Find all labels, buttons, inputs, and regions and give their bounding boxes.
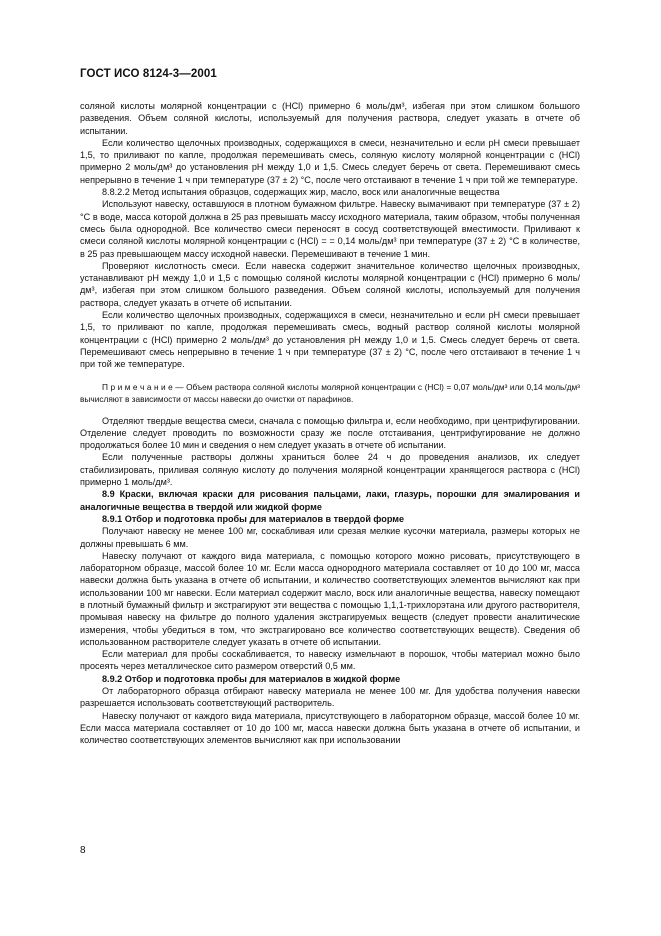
page-number: 8 bbox=[80, 845, 86, 856]
paragraph: Получают навеску не менее 100 мг, соскабливая или срезая мелкие кусочки материала, размеры которых не должны превышать 6 мм. bbox=[80, 526, 580, 549]
paragraph: Проверяют кислотность смеси. Если навеска содержит значительное количество щелочных производных, устанавливают pH между 1,0 и 1,5 с помощью соляной кислоты молярной концентрации с (HCl) примерно 6 моль/дм³, избегая при этом слишком большого разведения. Объем соляной кислоты, используемый для получения раствора, следует указать в отчете об испытании. bbox=[80, 260, 580, 308]
paragraph: Если количество щелочных производных, содержащихся в смеси, незначительно и если pH смеси превышает 1,5, то приливают по капле, продолжая перемешивать смесь, соляную кислоту молярной концентрации с (HCl) примерно 2 моль/дм³ до установления pH между 1,0 и 1,5. Смесь следует беречь от света. Перемешивают смесь непрерывно в течение 1 ч при температуре (37 ± 2) °C, после чего отстаивают в течение 1 ч при той же температуре. bbox=[80, 137, 580, 185]
paragraph: Навеску получают от каждого вида материала, с помощью которого можно рисовать, присутствующего в лабораторном образце, массой более 10 мг. Если масса однородного материала составляет от 10 до 100 мг, масса навески должна быть указана в отчете об испытании, и количество соответствующих элементов вычисляют как при использовании 100 мг навески. Если материал содержит масло, воск или аналогичные вещества, навеску помещают в плотный бумажный фильтр и экстрагируют эти вещества с помощью 1,1,1-трихлорэтана или другого растворителя, промывая навеску на фильтре до полного удаления экстрагируемых веществ (следует провести аналитические измерения, чтобы убедиться в том, что экстрагировано все количество соответствующих веществ). Сведения об использованном растворителе следует указать в отчете об испытании. bbox=[80, 550, 580, 647]
paragraph: Используют навеску, оставшуюся в плотном бумажном фильтре. Навеску вымачивают при температуре (37 ± 2) °C в воде, масса которой должна в 25 раз превышать массу исходного материала, таким образом, чтобы полученная смесь была однородной. Все количество смеси переносят в сосуд соответствующей вместимости. Приливают к смеси соляной кислоты молярной концентрации с (HCl) = = 0,14 моль/дм³ при температуре (37 ± 2) °C в количестве, в 25 раз превышающем массу исходной навески. Перемешивают в течение 1 мин. bbox=[80, 199, 580, 259]
text-block-2 bbox=[80, 415, 580, 747]
section-heading: 8.9.2 Отбор и подготовка пробы для материалов в жидкой форме bbox=[102, 673, 401, 684]
paragraph: Если материал для пробы соскабливается, то навеску измельчают в порошок, чтобы материал можно было просеять через металлическое сито размером отверстий 0,5 мм. bbox=[80, 649, 580, 672]
document-header: ГОСТ ИСО 8124-3—2001 bbox=[80, 68, 217, 80]
document-page bbox=[80, 68, 580, 747]
paragraph: 8.8.2.2 Метод испытания образцов, содержащих жир, масло, воск или аналогичные вещества bbox=[102, 187, 500, 198]
paragraph: От лабораторного образца отбирают навеску материала не менее 100 мг. Для удобства получения навески разрешается использовать соответствующий растворитель. bbox=[80, 686, 580, 709]
note-paragraph: П р и м е ч а н и е — Объем раствора соляной кислоты молярной концентрации с (HCl) = 0,07 моль/дм³ или 0,14 моль/дм³ вычисляют в зависимости от массы навески до очистки от парафинов. bbox=[80, 381, 580, 404]
text-block-1 bbox=[80, 100, 580, 371]
paragraph: Если количество щелочных производных, содержащихся в смеси, незначительно и если pH смеси превышает 1,5, то приливают по капле, продолжая перемешивать смесь, водный раствор соляной кислоты молярной концентрации с (HCl) примерно 2 моль/дм³ до установления pH между 1,0 и 1,5. Смесь следует беречь от света. Перемешивают смесь непрерывно в течение 1 ч при температуре (37 ± 2) °C, после чего отстаивают в течение 1 ч при той же температуре. bbox=[80, 310, 580, 370]
paragraph: Навеску получают от каждого вида материала, присутствующего в лабораторном образце, массой более 10 мг. Если масса материала составляет от 10 до 100 мг, масса навески должна быть указана в отчете об испытании, и количество соответствующих элементов вычисляют как при использовании bbox=[80, 710, 580, 746]
paragraph: соляной кислоты молярной концентрации с (HCl) примерно 6 моль/дм³, избегая при этом слишком большого разведения. Объем соляной кислоты, используемый для получения раствора, следует указать в отчете об испытании. bbox=[80, 101, 580, 136]
paragraph: Если полученные растворы должны храниться более 24 ч до проведения анализов, их следует стабилизировать, приливая соляную кислоту до получения молярной концентрации хранящегося раствора с (HCl) примерно 1 моль/дм³. bbox=[80, 452, 580, 488]
section-heading: 8.9.1 Отбор и подготовка пробы для материалов в твердой форме bbox=[102, 513, 405, 524]
paragraph: Отделяют твердые вещества смеси, сначала с помощью фильтра и, если необходимо, при центрифугировании. Отделение следует проводить по возможности сразу же после отстаивания, центрифугирование не должно продолжаться более 10 мин и сведения о нем следует указать в отчете об испытании. bbox=[80, 415, 580, 451]
section-heading: 8.9 Краски, включая краски для рисования пальцами, лаки, глазурь, порошки для эмалирования и аналогичные вещества в твердой или жидкой форме bbox=[80, 489, 580, 512]
